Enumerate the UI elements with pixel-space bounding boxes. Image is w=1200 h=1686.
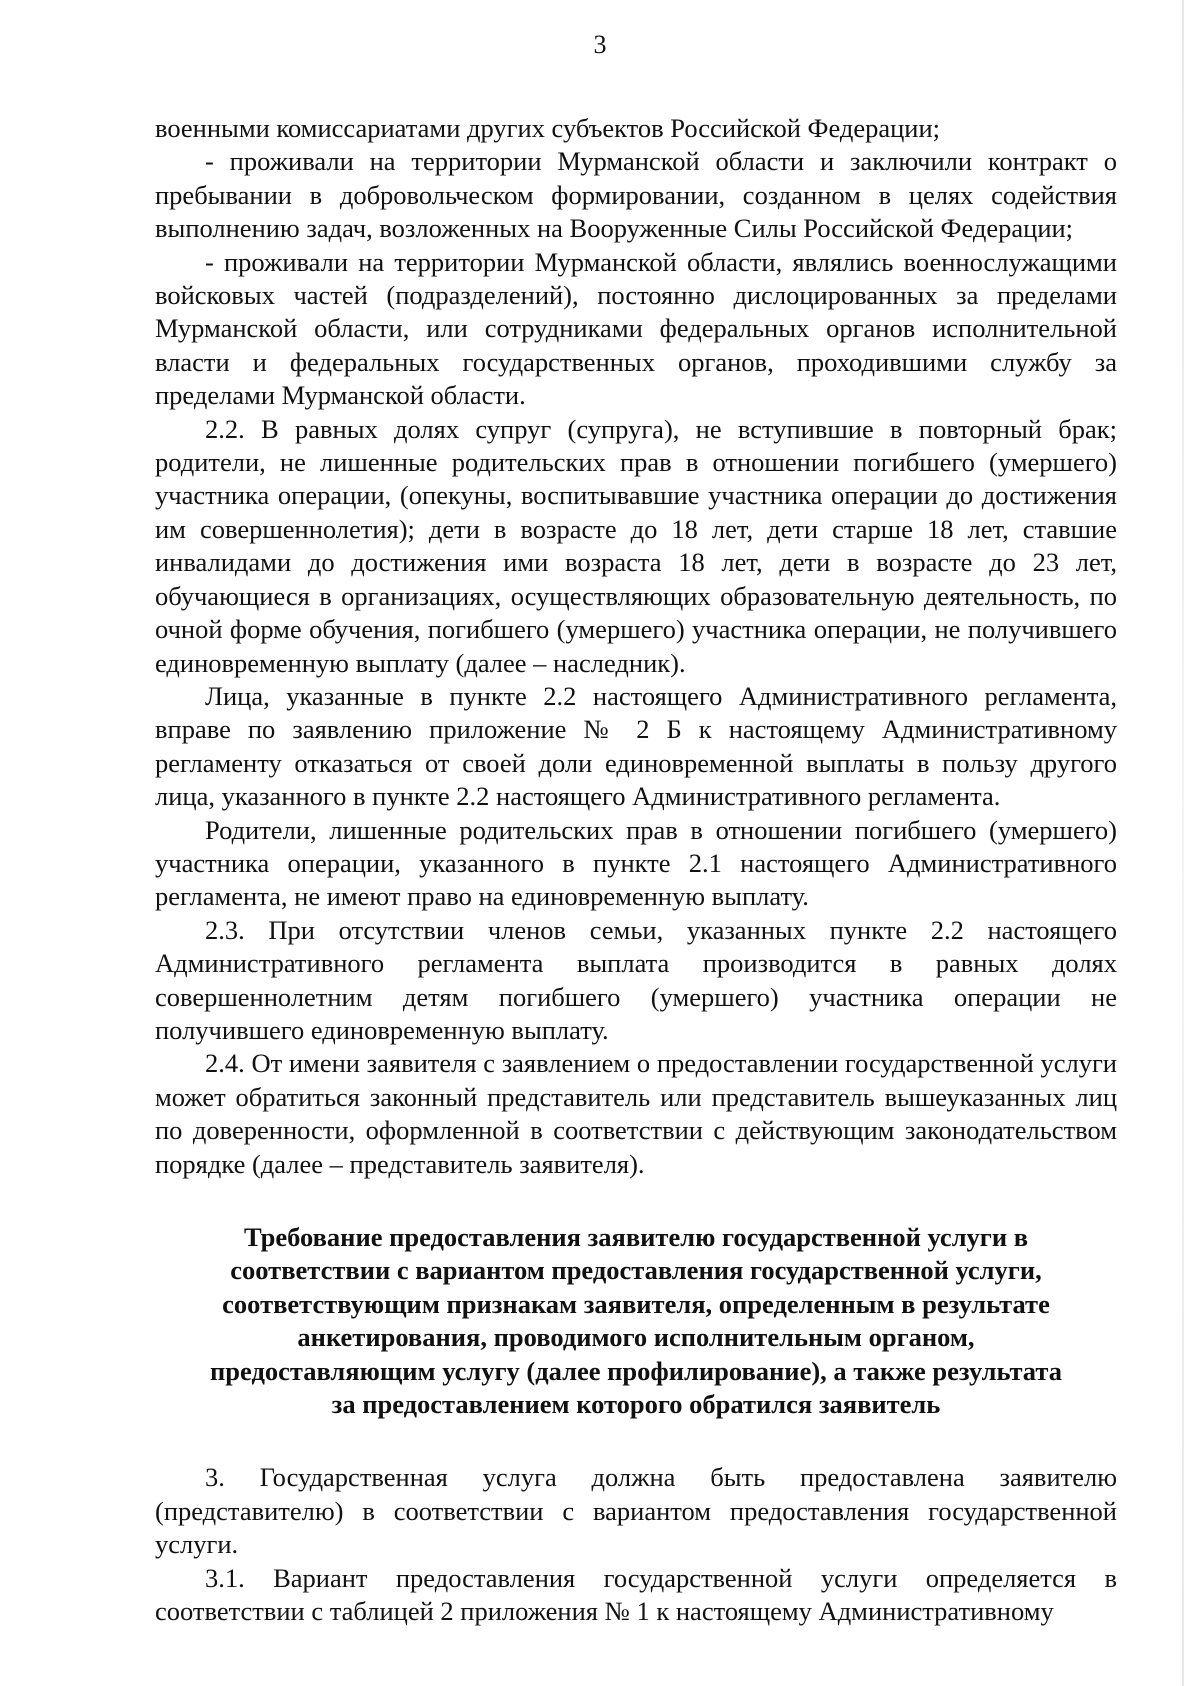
paragraph-continuation: военными комиссариатами других субъектов Российской Федерации;: [155, 113, 941, 143]
paragraph-refusal-of-share: Лица, указанные в пункте 2.2 настоящего Административного регламента, вправе по заявлению приложение № 2 Б к настоящему Административному регламенту отказаться от своей доли единовременной выплаты в пользу другого лица, указанного в пункте 2.2 настоящего Административного регламента.: [155, 680, 1117, 812]
paragraph-servicemen-outside-region: - проживали на территории Мурманской области, являлись военнослужащими войсковых частей (подразделений), постоянно дислоцированных за пределами Мурманской области, или сотрудниками федеральных органов исполнительной власти и федеральных государственных органов, проходившими службу за пределами Мурманской области.: [155, 246, 1117, 411]
page-number: 3: [593, 30, 607, 59]
document-body: [155, 112, 1117, 1628]
paragraph-3-1: 3.1. Вариант предоставления государственной услуги определяется в соответствии с таблицей 2 приложения № 1 к настоящему Административному: [155, 1562, 1117, 1627]
section-heading: Требование предоставления заявителю государственной услуги в соответствии с вариантом предоставления государственной услуги, соответствующим признакам заявителя, определенным в результате анкетирования, проводимого исполнительным органом, предоставляющим услугу (далее профилирование), а также результата за предоставлением которого обратился заявитель: [210, 1222, 1062, 1420]
scan-edge-line: [1182, 0, 1184, 1686]
paragraph-deprived-parents: Родители, лишенные родительских прав в отношении погибшего (умершего) участника операции, указанного в пункте 2.1 настоящего Административного регламента, не имеют право на единовременную выплату.: [155, 814, 1117, 912]
paragraph-3: 3. Государственная услуга должна быть предоставлена заявителю (представителю) в соответствии с вариантом предоставления государственной услуги.: [155, 1462, 1117, 1560]
paragraph-2-2: 2.2. В равных долях супруг (супруга), не вступившие в повторный брак; родители, не лишенные родительских прав в отношении погибшего (умершего) участника операции, (опекуны, воспитывавшие участника операции до достижения им совершеннолетия); дети в возрасте до 18 лет, дети старше 18 лет, ставшие инвалидами до достижения ими возраста 18 лет, дети в возрасте до 23 лет, обучающиеся в организациях, осуществляющих образовательную деятельность, по очной форме обучения, погибшего (умершего) участника операции, не получившего единовременную выплату (далее – наследник).: [155, 413, 1117, 678]
paragraph-2-3: 2.3. При отсутствии членов семьи, указанных пункте 2.2 настоящего Административного регламента выплата производится в равных долях совершеннолетним детям погибшего (умершего) участника операции не получившего единовременную выплату.: [155, 914, 1117, 1045]
paragraph-volunteer-formation: - проживали на территории Мурманской области и заключили контракт о пребывании в добровольческом формировании, созданном в целях содействия выполнению задач, возложенных на Вооруженные Силы Российской Федерации;: [155, 146, 1117, 244]
paragraph-2-4: 2.4. От имени заявителя с заявлением о предоставлении государственной услуги может обратиться законный представитель или представитель вышеуказанных лиц по доверенности, оформленной в соответствии с действующим законодательством порядке (далее – представитель заявителя).: [155, 1048, 1117, 1179]
